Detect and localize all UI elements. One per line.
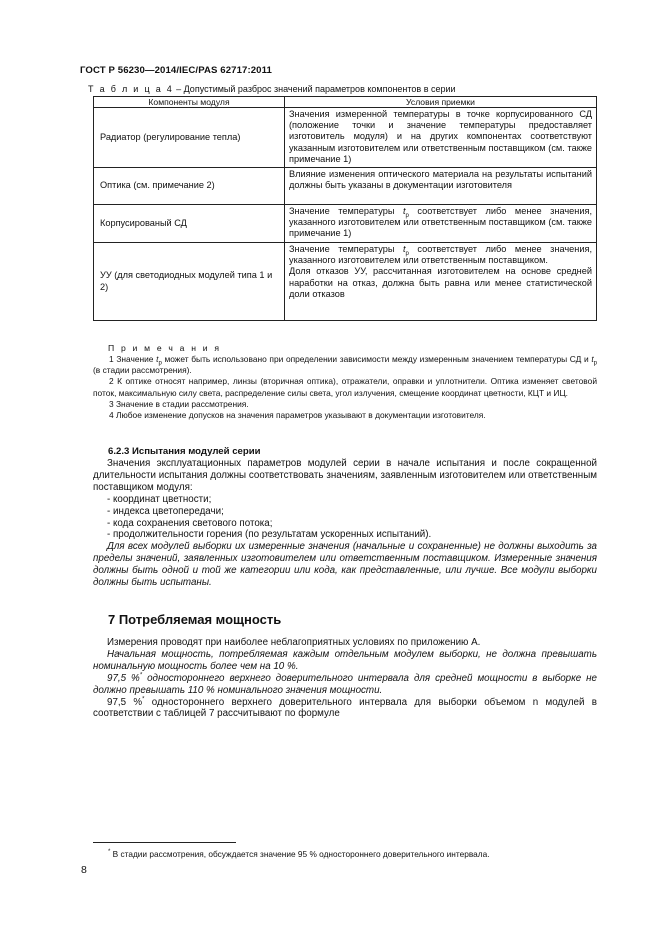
table-header-row	[94, 97, 597, 108]
section-7-body	[93, 637, 597, 720]
conditions-text: Доля отказов УУ, рассчитанная изготовителем на основе средней наработки на отказ, должна быть равна или менее статистической доли отказов	[289, 266, 592, 299]
paragraph: Значения эксплуатационных параметров модулей серии в начале испытания и после сокращенной длительности испытания должны соответствовать значениям, заявленным изготовителем или ответственным поставщиком модуля:	[93, 458, 597, 493]
table-row	[94, 243, 597, 321]
conditions-cell	[285, 243, 597, 321]
component-cell: Корпусированый СД	[94, 205, 285, 243]
component-cell: Радиатор (регулирование тепла)	[94, 108, 285, 168]
table-caption	[88, 84, 456, 94]
paragraph: Измерения проводят при наиболее неблагоприятных условиях по приложению А.	[107, 637, 481, 648]
temperature-subscript: p	[593, 360, 598, 367]
temperature-symbol: t	[591, 354, 594, 364]
note-4: 4 Любое изменение допусков на значения параметров указывают в документации изготовителя.	[109, 410, 486, 421]
paragraph-text: одностороннего верхнего доверительного интервала для выборки объемом n модулей в соответствии с таблицей 7 рассчитывают по формуле	[93, 696, 597, 720]
percent-value: 97,5 %	[107, 672, 140, 684]
temperature-symbol: t	[402, 206, 406, 216]
conditions-text: Значение температуры	[289, 206, 403, 216]
footnote-separator	[93, 842, 236, 843]
conditions-cell	[285, 205, 597, 243]
percent-value: 97,5 %	[107, 696, 143, 708]
note-2: 2 К оптике относят например, линзы (вторичная оптика), отражатели, оправки и уплотнители. Оптика изменяет световой поток, максимальную силу света, распределение силы света, угол излучения, смещение координат цветности, КЦТ и ИЦ.	[93, 376, 597, 398]
footnote-marker: *	[139, 672, 143, 679]
section-heading-6-2-3: 6.2.3 Испытания модулей серии	[108, 446, 261, 457]
table-row	[94, 205, 597, 243]
table-row	[94, 168, 597, 205]
list-item: - координат цветности;	[107, 493, 212, 505]
component-cell: УУ (для светодиодных модулей типа 1 и 2)	[94, 243, 285, 321]
temperature-subscript: p	[405, 212, 409, 219]
acceptance-table	[93, 96, 597, 321]
list-item: - индекса цветопередачи;	[107, 505, 224, 517]
note-1	[93, 354, 597, 376]
list-item: - кода сохранения светового потока;	[107, 517, 273, 529]
temperature-subscript: p	[405, 250, 409, 257]
column-header-conditions: Условия приемки	[285, 97, 597, 108]
notes-title: П р и м е ч а н и я	[108, 343, 222, 353]
page-number: 8	[81, 864, 87, 876]
table-caption-text: – Допустимый разброс значений параметров компонентов в серии	[173, 84, 456, 94]
component-cell: Оптика (см. примечание 2)	[94, 168, 285, 205]
conditions-cell: Влияние изменения оптического материала на результаты испытаний должны быть указаны в документации изготовителя	[285, 168, 597, 205]
conditions-text: Значение температуры	[289, 244, 403, 254]
paragraph-text: одностороннего верхнего доверительного интервала для средней мощности в выборке не должно превышать 110 % номинального значения мощности.	[93, 672, 597, 696]
conditions-text: соответствует либо менее значения, указанного изготовителем или ответственным поставщиком.	[289, 244, 593, 266]
italic-paragraph	[93, 673, 597, 697]
footnote-marker: *	[108, 849, 111, 856]
list-item: - продолжительности горения (по результатам ускоренных испытаний).	[107, 529, 432, 541]
note-text: 1 Значение	[109, 354, 157, 364]
conditions-text: соответствует либо менее значения, указанного изготовителем или ответственным поставщиком (см. также примечание 1)	[289, 206, 593, 239]
table-row	[94, 108, 597, 168]
column-header-components: Компоненты модуля	[94, 97, 285, 108]
notes-block	[93, 354, 597, 421]
conditions-cell: Значения измеренной температуры в точке корпусированного СД (положение точки и значение температуры предоставляет изготовитель модуля) и на других компонентах соответствуют указанным изготовителем или ответственным поставщиком (см. также примечание 1)	[285, 108, 597, 168]
italic-paragraph: Начальная мощность, потребляемая каждым отдельным модулем выборки, не должна превышать номинальную мощность более чем на 10 %.	[93, 648, 597, 672]
temperature-symbol: t	[156, 354, 159, 364]
document-header: ГОСТ Р 56230—2014/IEC/PAS 62717:2011	[80, 65, 272, 76]
section-6-2-3-body	[93, 458, 597, 589]
temperature-symbol: t	[402, 244, 406, 254]
paragraph	[93, 697, 597, 721]
italic-paragraph: Для всех модулей выборки их измеренные значения (начальные и сохраненные) не должны выходить за пределы значений, заявленных изготовителем или ответственным поставщиком. Измеренные значения должны быть одной и той же категории или кода, как представленные, или лучше. Все модули выборки должны быть испытаны.	[93, 541, 597, 589]
note-text: (в стадии рассмотрения).	[93, 365, 192, 376]
section-heading-7: 7 Потребляемая мощность	[108, 612, 282, 627]
note-text: может быть использовано при определении зависимости между измеренным значением температуры СД и	[161, 354, 592, 364]
footnote-marker: *	[142, 696, 145, 703]
temperature-subscript: p	[158, 360, 162, 367]
note-3: 3 Значение в стадии рассмотрения.	[109, 398, 249, 409]
footnote	[108, 849, 490, 859]
footnote-text: В стадии рассмотрения, обсуждается значение 95 % одностороннего доверительного интервала.	[110, 849, 490, 859]
table-caption-prefix: Т а б л и ц а 4	[88, 84, 174, 94]
